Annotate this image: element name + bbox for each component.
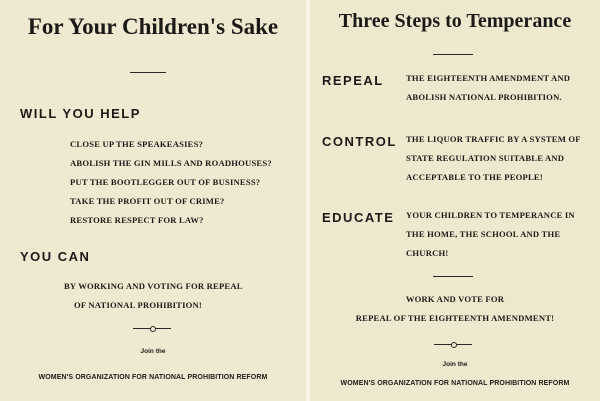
step-line: ACCEPTABLE TO THE PEOPLE! [406, 172, 543, 182]
right-leaflet-panel [310, 0, 600, 401]
list-item: ABOLISH THE GIN MILLS AND ROADHOUSES? [70, 158, 272, 168]
list-item: PUT THE BOOTLEGGER OUT OF BUSINESS? [70, 177, 261, 187]
will-you-help-heading: WILL YOU HELP [20, 106, 141, 121]
right-ornament-divider [434, 340, 472, 348]
right-title-rule [433, 54, 473, 55]
list-item: RESTORE RESPECT FOR LAW? [70, 215, 204, 225]
body-line: BY WORKING AND VOTING FOR REPEAL [64, 281, 243, 291]
call-line: WORK AND VOTE FOR [405, 294, 505, 304]
step-line: THE EIGHTEENTH AMENDMENT AND [406, 73, 571, 83]
left-join-text: Join the [140, 348, 166, 355]
you-can-body [64, 277, 243, 315]
step-line: THE LIQUOR TRAFFIC BY A SYSTEM OF [406, 134, 581, 144]
call-to-action [310, 290, 600, 328]
right-mid-rule [433, 276, 473, 277]
right-organization-name: WOMEN'S ORGANIZATION FOR NATIONAL PROHIBITION REFORM [340, 380, 570, 387]
left-organization-name: WOMEN'S ORGANIZATION FOR NATIONAL PROHIBITION REFORM [38, 374, 268, 381]
step-educate-text [406, 206, 575, 263]
step-line: THE HOME, THE SCHOOL AND THE [406, 229, 561, 239]
step-line: CHURCH! [406, 248, 449, 258]
step-repeal-text [406, 69, 570, 107]
step-line: YOUR CHILDREN TO TEMPERANCE IN [406, 210, 575, 220]
left-title: For Your Children's Sake [27, 14, 279, 39]
step-control-text [406, 130, 581, 187]
right-title: Three Steps to Temperance [338, 10, 572, 32]
step-line: STATE REGULATION SUITABLE AND [406, 153, 565, 163]
right-join-text: Join the [442, 361, 468, 368]
list-item: TAKE THE PROFIT OUT OF CRIME? [70, 196, 225, 206]
body-line: OF NATIONAL PROHIBITION! [74, 300, 202, 310]
you-can-heading: YOU CAN [20, 249, 91, 264]
left-title-rule [130, 72, 166, 73]
step-educate-word: EDUCATE [322, 210, 395, 225]
call-line: REPEAL OF THE EIGHTEENTH AMENDMENT! [355, 313, 555, 323]
step-control-word: CONTROL [322, 134, 397, 149]
help-question-list [70, 135, 272, 230]
left-ornament-divider [133, 324, 171, 332]
step-repeal-word: REPEAL [322, 73, 384, 88]
step-line: ABOLISH NATIONAL PROHIBITION. [406, 92, 562, 102]
list-item: CLOSE UP THE SPEAKEASIES? [70, 139, 204, 149]
